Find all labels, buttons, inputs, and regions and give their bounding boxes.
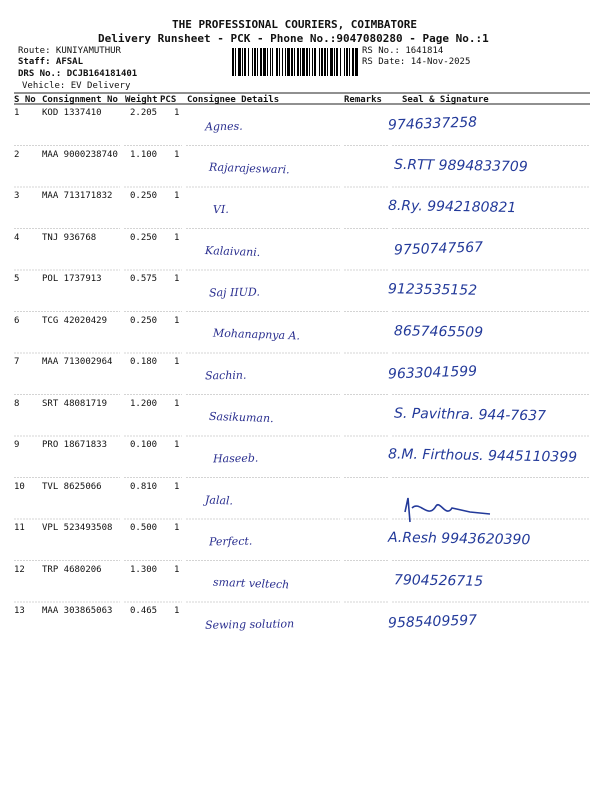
row-consignment-no: MAA 713171832 [42,191,113,201]
row-consignment-no: POL 1737913 [42,274,102,284]
row-sno: 5 [14,274,20,284]
consignee-handwritten: Haseeb. [212,451,259,466]
rs-date: RS Date: 14-Nov-2025 [362,57,471,67]
row-sno: 6 [14,315,20,326]
row-weight: 0.810 [130,481,158,492]
consignee-handwritten: Sasikuman. [208,409,274,425]
signature-handwritten: 8.Ry. 9942180821 [387,197,517,217]
row-weight: 1.200 [130,398,158,409]
rs-number: RS No.: 1641814 [362,46,444,56]
row-weight: 0.250 [130,191,158,201]
col-seal: Seal & Signature [402,95,489,105]
consignee-handwritten: Rajarajeswari. [208,160,290,176]
signature-handwritten: 9750747567 [393,238,484,259]
consignee-handwritten: Saj IIUD. [208,285,261,300]
row-sno: 3 [14,191,20,201]
consignee-handwritten: Jalal. [204,493,234,507]
row-pcs: 1 [174,523,180,533]
row-pcs: 1 [174,606,180,616]
row-consignment-no: KOD 1337410 [42,108,102,118]
row-sno: 2 [14,149,20,160]
row-pcs: 1 [174,357,180,367]
row-weight: 2.205 [130,108,158,118]
row-pcs: 1 [174,315,180,326]
row-consignment-no: MAA 713002964 [42,357,113,367]
signature-handwritten: 9585409597 [387,612,478,632]
company-title: THE PROFESSIONAL COURIERS, COIMBATORE [172,18,418,31]
row-pcs: 1 [174,274,180,284]
row-consignment-no: VPL 523493508 [42,523,113,533]
row-consignment-no: TCG 42020429 [42,315,108,326]
row-consignment-no: TNJ 936768 [42,232,97,243]
drs-number: DRS No.: DCJB164181401 [18,69,138,79]
col-weight: Weight [125,95,158,105]
col-pcs: PCS [160,95,177,105]
row-consignment-no: TRP 4680206 [42,564,102,575]
col-remarks: Remarks [344,95,382,105]
consignee-handwritten: smart veltech [212,575,290,591]
row-consignment-no: SRT 48081719 [42,398,108,409]
row-sno: 7 [14,357,20,367]
consignee-handwritten: VI. [212,202,229,217]
row-consignment-no: PRO 18671833 [42,440,108,450]
row-sno: 9 [14,440,20,450]
row-consignment-no: MAA 303865063 [42,606,113,616]
row-weight: 1.300 [130,564,158,575]
row-sno: 8 [14,398,20,409]
col-consignee: Consignee Details [187,95,280,105]
row-consignment-no: MAA 9000238740 [42,149,118,160]
signature-handwritten: 8.M. Firthous. 9445110399 [387,446,578,466]
col-sno: S No [14,95,36,105]
signature-handwritten: 9123535152 [387,281,478,299]
row-sno: 13 [14,606,25,616]
row-weight: 0.575 [130,274,158,284]
row-pcs: 1 [174,398,180,409]
row-weight: 0.500 [130,523,158,533]
signature-handwritten: 9633041599 [387,363,478,383]
consignee-handwritten: Sachin. [204,368,247,383]
row-pcs: 1 [174,481,180,492]
vehicle: Vehicle: EV Delivery [22,81,131,91]
staff: Staff: AFSAL [18,57,84,67]
row-consignment-no: TVL 8625066 [42,481,102,492]
row-pcs: 1 [174,440,180,450]
row-sno: 1 [14,108,20,118]
row-pcs: 1 [174,232,180,243]
col-consignment: Consignment No [42,95,118,105]
row-pcs: 1 [174,108,180,118]
consignee-handwritten: Sewing solution [204,617,295,632]
route: Route: KUNIYAMUTHUR [18,46,121,56]
signature-handwritten: S. Pavithra. 944-7637 [393,405,547,424]
row-pcs: 1 [174,564,180,575]
row-sno: 4 [14,232,20,243]
consignee-handwritten: Agnes. [204,119,243,134]
row-pcs: 1 [174,191,180,201]
row-weight: 0.100 [130,440,158,450]
signature-handwritten: A.Resh 9943620390 [387,529,531,549]
row-weight: 0.465 [130,606,158,616]
row-weight: 1.100 [130,149,158,160]
row-sno: 10 [14,481,25,492]
signature-handwritten: 9746337258 [387,114,478,134]
consignee-handwritten: Kalaivani. [204,243,261,259]
row-sno: 12 [14,564,25,575]
row-weight: 0.250 [130,315,158,326]
signature-handwritten: 8657465509 [393,322,484,341]
row-pcs: 1 [174,149,180,160]
signature-handwritten: 7904526715 [393,571,484,590]
consignee-handwritten: Perfect. [208,534,253,549]
row-weight: 0.180 [130,357,158,367]
consignee-handwritten: Mohanapnya A. [212,325,301,343]
runsheet-subtitle: Delivery Runsheet - PCK - Phone No.:9047080280 - Page No.:1 [98,32,489,45]
row-sno: 11 [14,523,25,533]
row-weight: 0.250 [130,232,158,243]
signature-handwritten: S.RTT 9894833709 [393,156,528,175]
